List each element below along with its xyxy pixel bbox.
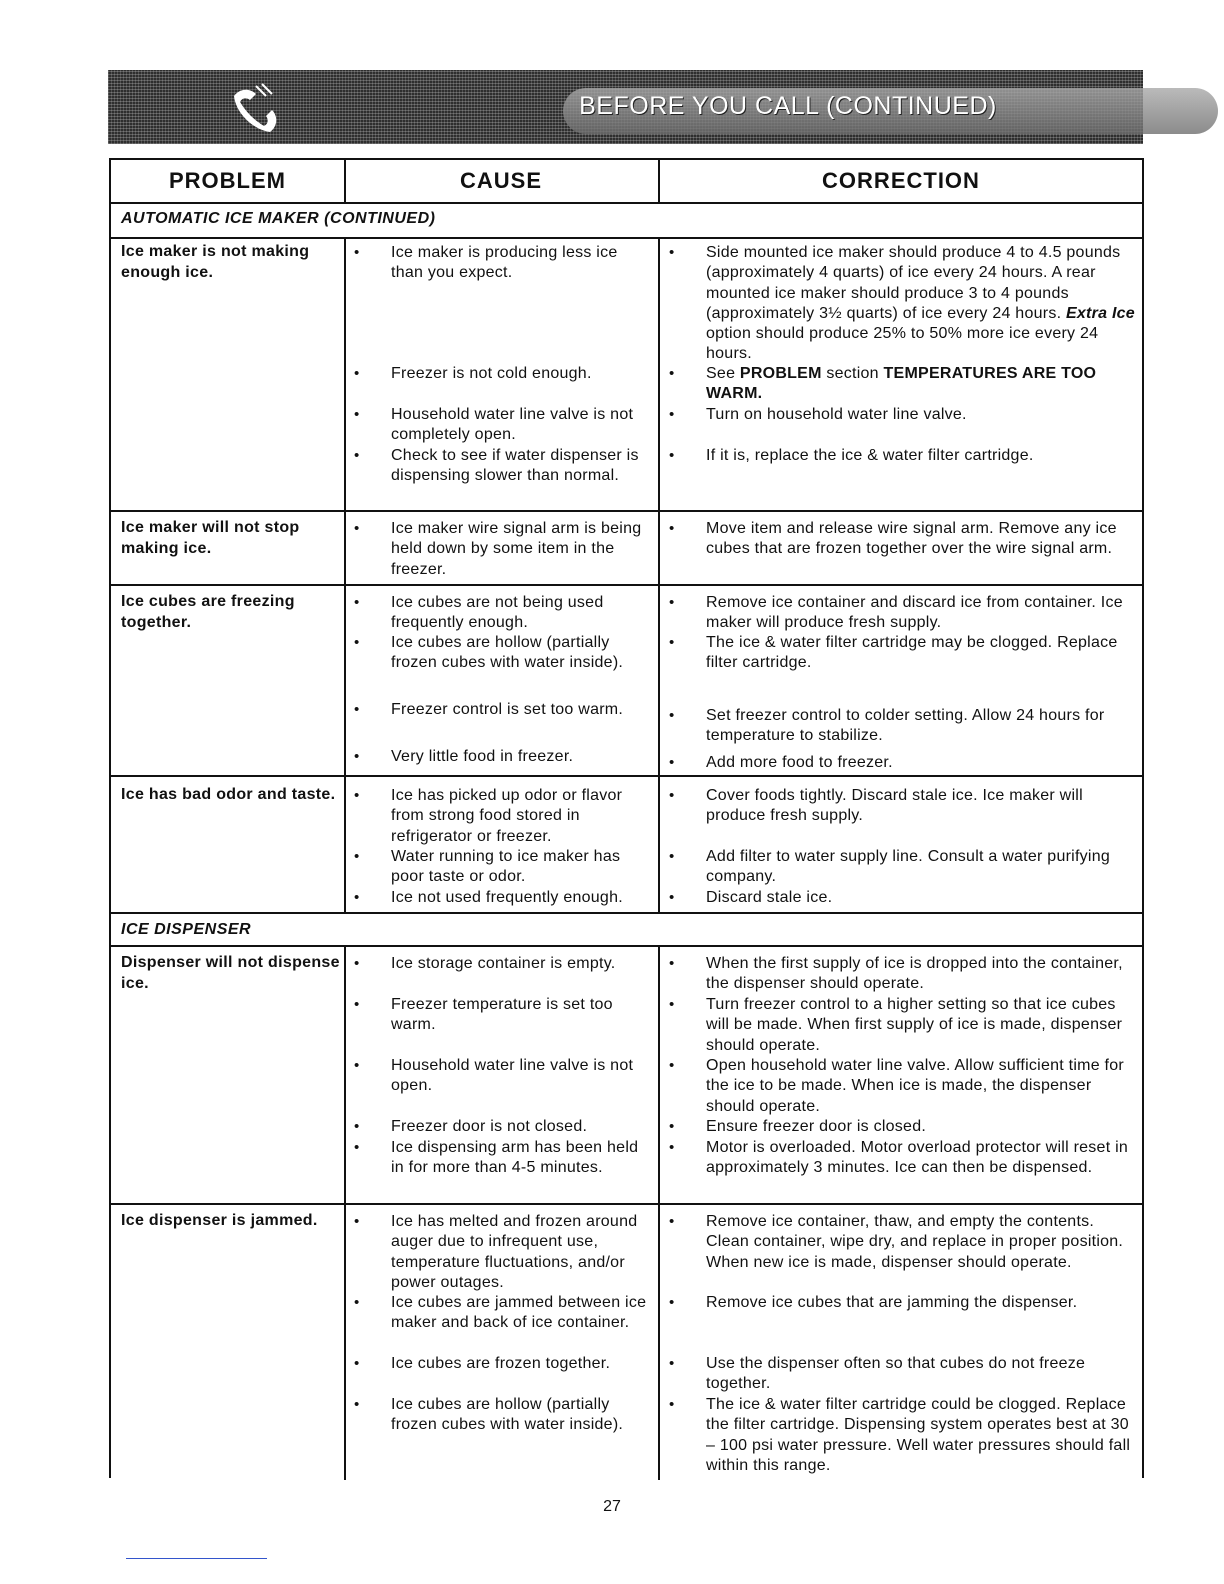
column-divider: [658, 238, 660, 913]
bullet: •: [669, 848, 675, 865]
correction-text-part: section: [821, 365, 884, 382]
correction-text: [706, 364, 1138, 405]
bullet: •: [354, 365, 360, 382]
cause-text: Ice dispensing arm has been held in for more than 4-5 minutes.: [391, 1139, 639, 1177]
bullet: •: [354, 1118, 360, 1135]
cause-text: Ice storage container is empty.: [391, 955, 616, 972]
bullet: •: [669, 365, 675, 382]
bullet: •: [669, 406, 675, 423]
cause-text: Household water line valve is not open.: [391, 1057, 634, 1095]
correction-text: Remove ice container and discard ice from container. Ice maker will produce fresh supply.: [706, 594, 1123, 632]
correction-text: [706, 243, 1138, 365]
footer-divider: [126, 1558, 267, 1559]
correction-text: If it is, replace the ice & water filter cartridge.: [706, 447, 1034, 464]
problem-not-enough-ice: Ice maker is not making enough ice.: [121, 243, 310, 281]
header-cause: CAUSE: [459, 168, 542, 193]
cause-text: Ice cubes are frozen together.: [391, 1355, 611, 1372]
cause-text: Very little food in freezer.: [391, 748, 574, 765]
bullet: •: [669, 520, 675, 537]
row-divider: [111, 237, 1142, 239]
banner-title: BEFORE YOU CALL (CONTINUED): [579, 92, 997, 120]
bullet: •: [669, 1396, 675, 1413]
row-divider: [111, 775, 1142, 777]
row-divider: [111, 584, 1142, 586]
section-ice-maker: AUTOMATIC ICE MAKER (CONTINUED): [121, 210, 436, 227]
cause-text: Ice cubes are hollow (partially frozen cubes with water inside).: [391, 1396, 624, 1434]
correction-text: Set freezer control to colder setting. Allow 24 hours for temperature to stabilize.: [706, 707, 1105, 745]
cause-text: Ice has melted and frozen around auger due to infrequent use, temperature fluctuations, and/or power outages.: [391, 1213, 638, 1291]
cause-text: Freezer control is set too warm.: [391, 701, 624, 718]
correction-text: Use the dispenser often so that cubes do not freeze together.: [706, 1355, 1086, 1393]
cause-text: Freezer is not cold enough.: [391, 365, 592, 382]
cause-text: Ice maker wire signal arm is being held down by some item in the freezer.: [391, 520, 642, 578]
correction-text: Discard stale ice.: [706, 889, 833, 906]
column-divider: [344, 238, 346, 913]
bullet: •: [669, 1213, 675, 1230]
correction-text: Move item and release wire signal arm. Remove any ice cubes that are frozen together over the wire signal arm.: [706, 520, 1117, 558]
bullet: •: [669, 634, 675, 651]
phone-icon: [226, 82, 286, 137]
cause-text: Freezer door is not closed.: [391, 1118, 588, 1135]
cause-text: Freezer temperature is set too warm.: [391, 996, 613, 1034]
correction-text-part: See: [706, 365, 740, 382]
correction-bold: TEMPERATURES ARE TOO WARM.: [706, 365, 1097, 403]
bullet: •: [354, 447, 360, 464]
cause-text: Ice cubes are hollow (partially frozen cubes with water inside).: [391, 634, 624, 672]
bullet: •: [669, 1118, 675, 1135]
bullet: •: [354, 1294, 360, 1311]
correction-text: The ice & water filter cartridge may be clogged. Replace filter cartridge.: [706, 634, 1118, 672]
section-ice-dispenser: ICE DISPENSER: [121, 921, 252, 938]
cause-text: Ice not used frequently enough.: [391, 889, 623, 906]
correction-text: Turn on household water line valve.: [706, 406, 967, 423]
extra-ice-label: Extra Ice: [1065, 304, 1135, 322]
correction-text-part: Side mounted ice maker should produce 4 to 4.5 pounds (approximately 4 quarts) of ice every 24 hours. A rear mounted ice maker should produce 3 to 4 pounds (approximately 3½ quarts) of ice every 24 hours.: [706, 244, 1121, 322]
cause-text: Ice has picked up odor or flavor from strong food stored in refrigerator or freezer.: [391, 787, 623, 845]
correction-text-part: option should produce 25% to 50% more ice every 24 hours.: [706, 325, 1099, 363]
bullet: •: [354, 520, 360, 537]
bullet: •: [669, 889, 675, 906]
header-banner: [108, 70, 1143, 144]
correction-text: Open household water line valve. Allow sufficient time for the ice to be made. When ice is made, the dispenser should operate.: [706, 1057, 1124, 1115]
bullet: •: [354, 748, 360, 765]
correction-text: Motor is overloaded. Motor overload protector will reset in approximately 3 minutes. Ice can then be dispensed.: [706, 1139, 1129, 1177]
bullet: •: [669, 1355, 675, 1372]
bullet: •: [354, 955, 360, 972]
bullet: •: [669, 594, 675, 611]
cause-text: Household water line valve is not completely open.: [391, 406, 634, 444]
column-divider: [344, 945, 346, 1480]
bullet: •: [354, 1396, 360, 1413]
correction-bold: PROBLEM: [739, 365, 822, 382]
cause-text: Check to see if water dispenser is dispensing slower than normal.: [391, 447, 639, 485]
troubleshooting-table: [109, 158, 1144, 1478]
row-divider: [111, 1203, 1142, 1205]
bullet: •: [669, 447, 675, 464]
bullet: •: [354, 889, 360, 906]
bullet: •: [669, 1139, 675, 1156]
row-divider: [111, 510, 1142, 512]
correction-text: Turn freezer control to a higher setting so that ice cubes will be made. When first supply of ice is made, dispenser should operate.: [706, 996, 1123, 1054]
row-divider: [111, 912, 1142, 914]
cause-text: Ice cubes are not being used frequently enough.: [391, 594, 604, 632]
bullet: •: [354, 701, 360, 718]
correction-text: The ice & water filter cartridge could be clogged. Replace the filter cartridge. Dispensing system operates best at 30 – 100 psi water pressure. Well water pressures should fall within this range.: [706, 1396, 1131, 1474]
problem-will-not-stop: Ice maker will not stop making ice.: [121, 519, 300, 557]
bullet: •: [354, 996, 360, 1013]
header-correction: CORRECTION: [822, 168, 980, 193]
bullet: •: [669, 707, 675, 724]
correction-text: Add filter to water supply line. Consult a water purifying company.: [706, 848, 1111, 886]
bullet: •: [669, 955, 675, 972]
row-divider: [111, 945, 1142, 947]
bullet: •: [354, 1139, 360, 1156]
bullet: •: [669, 1294, 675, 1311]
column-divider: [658, 945, 660, 1480]
correction-text: When the first supply of ice is dropped into the container, the dispenser should operate.: [706, 955, 1123, 993]
problem-freezing-together: Ice cubes are freezing together.: [121, 593, 295, 631]
bullet: •: [354, 848, 360, 865]
bullet: •: [354, 1355, 360, 1372]
bullet: •: [669, 1057, 675, 1074]
bullet: •: [669, 244, 675, 261]
bullet: •: [354, 1213, 360, 1230]
cause-text: Ice maker is producing less ice than you expect.: [391, 244, 618, 282]
row-divider: [111, 202, 1142, 204]
correction-text: Cover foods tightly. Discard stale ice. Ice maker will produce fresh supply.: [706, 787, 1083, 825]
correction-text: Remove ice container, thaw, and empty the contents. Clean container, wipe dry, and replace in proper position. When new ice is made, dispenser should operate.: [706, 1213, 1124, 1271]
bullet: •: [354, 594, 360, 611]
bullet: •: [669, 787, 675, 804]
bullet: •: [354, 1057, 360, 1074]
cause-text: Ice cubes are jammed between ice maker and back of ice container.: [391, 1294, 647, 1332]
problem-bad-odor: Ice has bad odor and taste.: [121, 786, 336, 803]
problem-will-not-dispense: Dispenser will not dispense ice.: [121, 954, 340, 992]
bullet: •: [354, 244, 360, 261]
correction-text: Ensure freezer door is closed.: [706, 1118, 927, 1135]
bullet: •: [669, 996, 675, 1013]
bullet: •: [669, 754, 675, 771]
problem-dispenser-jammed: Ice dispenser is jammed.: [121, 1212, 318, 1229]
header-problem: PROBLEM: [169, 168, 286, 193]
bullet: •: [354, 787, 360, 804]
page-number: 27: [603, 1498, 621, 1515]
correction-text: Remove ice cubes that are jamming the dispenser.: [706, 1294, 1078, 1311]
bullet: •: [354, 634, 360, 651]
correction-text: Add more food to freezer.: [706, 754, 893, 771]
bullet: •: [354, 406, 360, 423]
cause-text: Water running to ice maker has poor taste or odor.: [391, 848, 621, 886]
